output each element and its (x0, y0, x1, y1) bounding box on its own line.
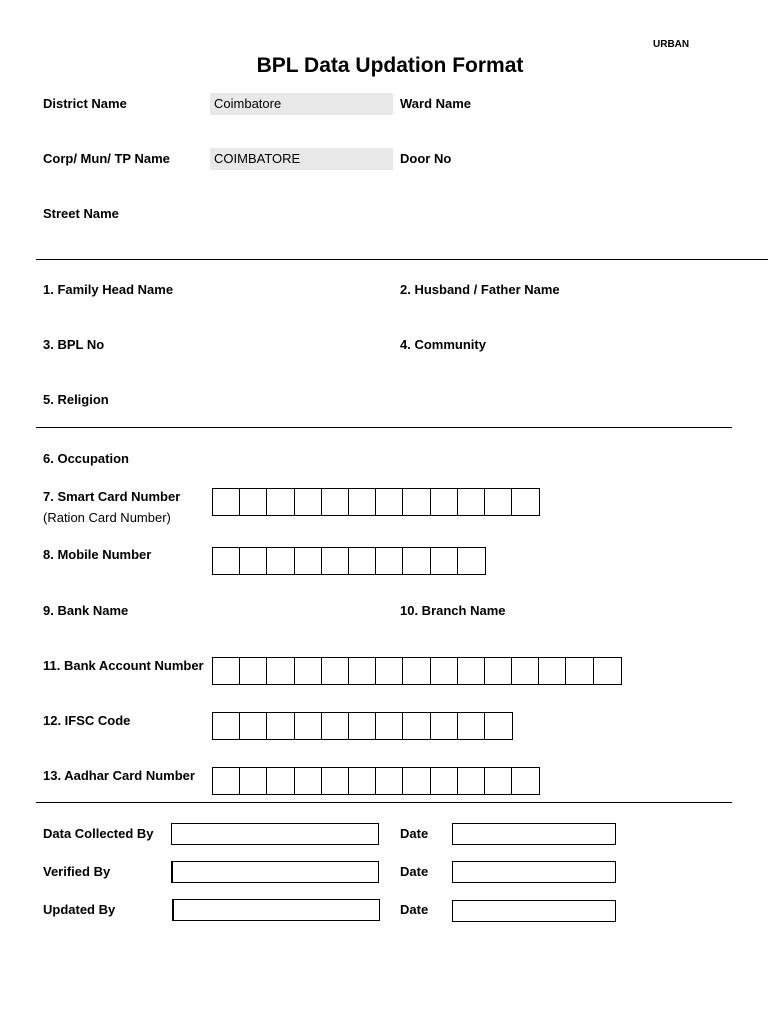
digit-box[interactable] (458, 489, 485, 515)
digit-box[interactable] (376, 548, 403, 574)
digit-box[interactable] (431, 768, 458, 794)
digit-box[interactable] (213, 489, 240, 515)
digit-box[interactable] (322, 489, 349, 515)
digit-box[interactable] (594, 658, 621, 684)
digit-box[interactable] (566, 658, 593, 684)
verified-date-field[interactable] (452, 861, 616, 883)
mobile-boxes[interactable] (212, 547, 486, 575)
digit-box[interactable] (376, 713, 403, 739)
digit-box[interactable] (267, 658, 294, 684)
branch-name-label: 10. Branch Name (400, 603, 506, 618)
collected-date-field[interactable] (452, 823, 616, 845)
digit-box[interactable] (431, 548, 458, 574)
digit-box[interactable] (295, 713, 322, 739)
digit-box[interactable] (349, 658, 376, 684)
digit-box[interactable] (403, 489, 430, 515)
digit-box[interactable] (213, 713, 240, 739)
verified-by-label: Verified By (43, 864, 111, 879)
data-collected-field[interactable] (171, 823, 379, 845)
date-label: Date (400, 864, 429, 879)
digit-box[interactable] (295, 658, 322, 684)
digit-box[interactable] (431, 489, 458, 515)
digit-box[interactable] (485, 713, 512, 739)
account-number-label: 11. Bank Account Number (43, 658, 204, 673)
account-number-boxes[interactable] (212, 657, 622, 685)
smart-card-boxes[interactable] (212, 488, 540, 516)
digit-box[interactable] (267, 548, 294, 574)
digit-box[interactable] (512, 489, 539, 515)
digit-box[interactable] (240, 658, 267, 684)
digit-box[interactable] (322, 658, 349, 684)
digit-box[interactable] (403, 548, 430, 574)
digit-box[interactable] (512, 658, 539, 684)
smart-card-sublabel: (Ration Card Number) (43, 510, 171, 525)
religion-label: 5. Religion (43, 392, 109, 407)
door-label: Door No (400, 151, 452, 166)
digit-box[interactable] (213, 768, 240, 794)
verified-by-field[interactable] (171, 861, 379, 883)
updated-date-field[interactable] (452, 900, 616, 922)
community-label: 4. Community (400, 337, 486, 352)
digit-box[interactable] (376, 489, 403, 515)
digit-box[interactable] (458, 713, 485, 739)
digit-box[interactable] (322, 548, 349, 574)
husband-father-label: 2. Husband / Father Name (400, 282, 560, 297)
digit-box[interactable] (240, 713, 267, 739)
ward-label: Ward Name (400, 96, 472, 111)
bank-name-label: 9. Bank Name (43, 603, 129, 618)
digit-box[interactable] (240, 548, 267, 574)
digit-box[interactable] (431, 713, 458, 739)
district-label: District Name (43, 96, 127, 111)
digit-box[interactable] (295, 548, 322, 574)
district-field[interactable]: Coimbatore (210, 93, 393, 115)
digit-box[interactable] (431, 658, 458, 684)
digit-box[interactable] (267, 713, 294, 739)
digit-box[interactable] (458, 548, 485, 574)
date-label: Date (400, 902, 429, 917)
street-label: Street Name (43, 206, 119, 221)
bpl-no-label: 3. BPL No (43, 337, 105, 352)
digit-box[interactable] (295, 489, 322, 515)
section-divider (36, 427, 732, 428)
data-collected-label: Data Collected By (43, 826, 154, 841)
updated-by-field[interactable] (172, 899, 380, 921)
smart-card-label: 7. Smart Card Number (43, 489, 181, 504)
digit-box[interactable] (267, 489, 294, 515)
digit-box[interactable] (349, 713, 376, 739)
digit-box[interactable] (539, 658, 566, 684)
section-divider (36, 802, 732, 803)
digit-box[interactable] (240, 489, 267, 515)
page-title: BPL Data Updation Format (256, 54, 524, 77)
digit-box[interactable] (349, 548, 376, 574)
digit-box[interactable] (485, 658, 512, 684)
digit-box[interactable] (213, 658, 240, 684)
ifsc-boxes[interactable] (212, 712, 513, 740)
updated-by-label: Updated By (43, 902, 116, 917)
ifsc-label: 12. IFSC Code (43, 713, 131, 728)
digit-box[interactable] (403, 768, 430, 794)
date-label: Date (400, 826, 429, 841)
digit-box[interactable] (403, 713, 430, 739)
digit-box[interactable] (485, 768, 512, 794)
digit-box[interactable] (322, 768, 349, 794)
digit-box[interactable] (240, 768, 267, 794)
corp-field[interactable]: COIMBATORE (210, 148, 393, 170)
mobile-label: 8. Mobile Number (43, 547, 152, 562)
aadhar-label: 13. Aadhar Card Number (43, 768, 195, 783)
corp-label: Corp/ Mun/ TP Name (43, 151, 170, 166)
digit-box[interactable] (376, 768, 403, 794)
digit-box[interactable] (458, 768, 485, 794)
digit-box[interactable] (213, 548, 240, 574)
urban-tag: URBAN (653, 39, 690, 50)
digit-box[interactable] (349, 768, 376, 794)
digit-box[interactable] (376, 658, 403, 684)
digit-box[interactable] (485, 489, 512, 515)
occupation-label: 6. Occupation (43, 451, 129, 466)
digit-box[interactable] (267, 768, 294, 794)
digit-box[interactable] (295, 768, 322, 794)
digit-box[interactable] (512, 768, 539, 794)
section-divider (36, 259, 768, 260)
digit-box[interactable] (349, 489, 376, 515)
aadhar-boxes[interactable] (212, 767, 540, 795)
family-head-label: 1. Family Head Name (43, 282, 174, 297)
digit-box[interactable] (458, 658, 485, 684)
digit-box[interactable] (403, 658, 430, 684)
digit-box[interactable] (322, 713, 349, 739)
